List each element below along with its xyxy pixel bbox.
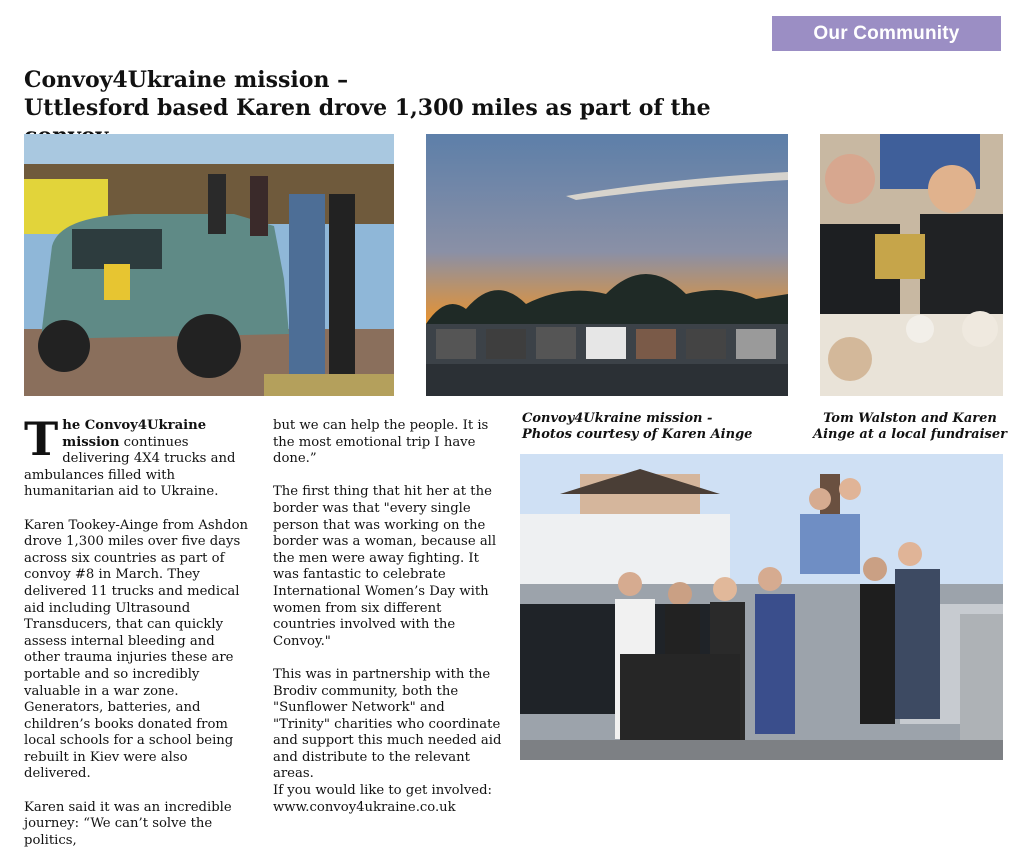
article-paragraph-6: This was in partnership with the Brodiv community, both the "Sunflower Network" and "Trinity" charities who coordinate and support this much needed aid and distribute to the relevant areas. bbox=[273, 666, 502, 782]
caption-fundraiser-line-1: Tom Walston and Karen bbox=[823, 411, 997, 426]
website-link[interactable]: www.convoy4ukraine.co.uk bbox=[273, 799, 456, 815]
caption-convoy-line-2: Photos courtesy of Karen Ainge bbox=[522, 427, 753, 442]
article-paragraph-5: The first thing that hit her at the border was that "every single person that was working on the border was a woman, because all the men were away fighting. It was fantastic to celebrate International Women’s Day with women from six different countries involved with the Convoy." bbox=[273, 484, 497, 649]
photo-volunteer-group bbox=[520, 454, 1003, 760]
article-paragraph-7: If you would like to get involved: bbox=[273, 783, 492, 799]
photo-truck-volunteers bbox=[24, 134, 394, 396]
article-paragraph-2: Karen Tookey-Ainge from Ashdon drove 1,300 miles over five days across six countries as part of convoy #8 in March. They delivered 11 trucks and medical aid including Ultrasound Transducers, that can quickly assess internal bleeding and other trauma injuries these are portable and so incredibly valuable in a war zone. Generators, batteries, and children’s books donated from local schools for a school being rebuilt in Kiev were also delivered. bbox=[24, 517, 249, 782]
headline-line-2: Uttlesford based Karen drove 1,300 miles as part of the bbox=[24, 95, 711, 121]
article-paragraph-4: but we can help the people. It is the most emotional trip I have done.” bbox=[273, 418, 489, 467]
article-column-2 bbox=[273, 418, 505, 816]
photo-sunset-convoy bbox=[426, 134, 788, 396]
lead-text: continues delivering 4X4 trucks and ambulances filled with humanitarian aid to Ukraine. bbox=[24, 434, 236, 500]
caption-fundraiser bbox=[805, 411, 1015, 443]
caption-fundraiser-line-2: Ainge at a local fundraiser bbox=[813, 427, 1007, 442]
lead-bold-text: he Convoy4Ukraine mission bbox=[62, 418, 207, 450]
caption-convoy bbox=[522, 411, 782, 443]
article-column-1 bbox=[24, 412, 254, 866]
drop-cap: T bbox=[24, 412, 59, 466]
article-lead bbox=[24, 412, 254, 501]
photo-fundraiser bbox=[820, 134, 1003, 396]
headline-line-1: Convoy4Ukraine mission – bbox=[24, 67, 349, 93]
article-paragraph-3: Karen said it was an incredible journey: “We can’t solve the politics, bbox=[24, 799, 232, 848]
section-badge: Our Community bbox=[772, 16, 1001, 51]
caption-convoy-line-1: Convoy4Ukraine mission - bbox=[522, 411, 713, 426]
